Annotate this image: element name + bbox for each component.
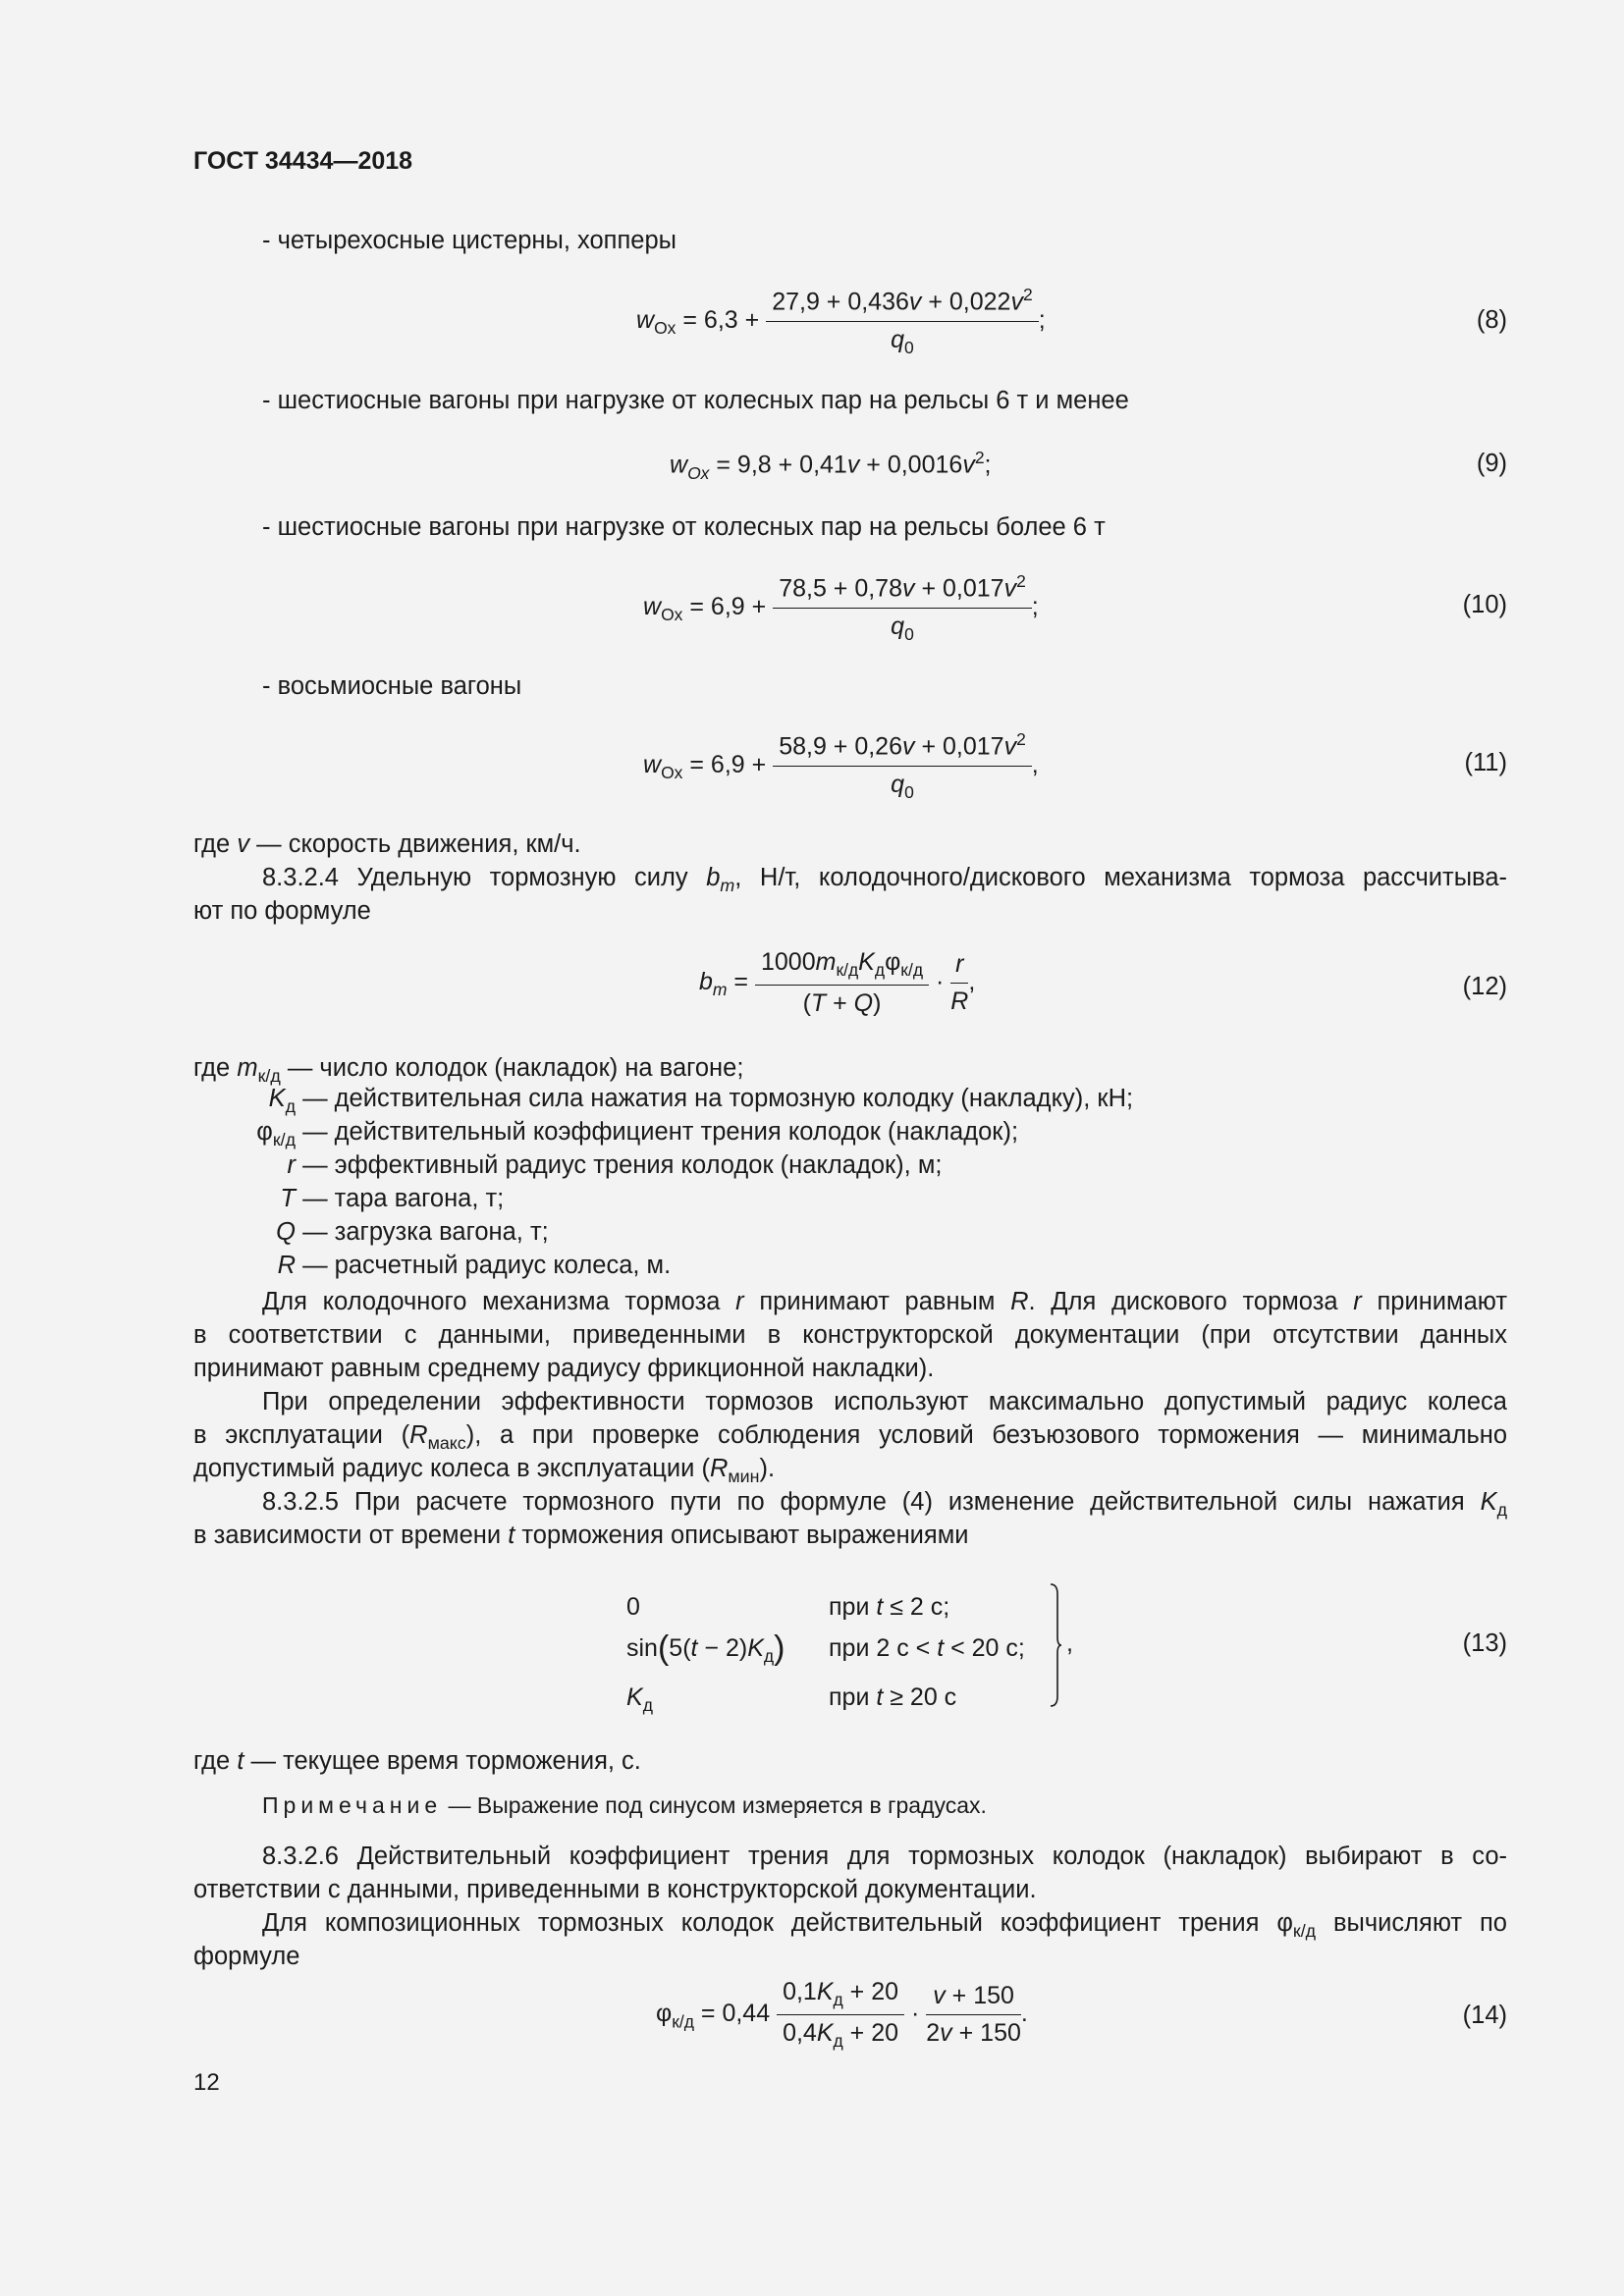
paragraph-line: в зависимости от времени t торможения описывают выражениями (193, 1522, 969, 1549)
page-number: 12 (193, 2069, 220, 2096)
where-item: $\varphi_{к/д}$ — действительный коэффициент трения колодок (накладок); (256, 1118, 1019, 1150)
equation-13: 0 при t ≤ 2 с; $\sin(5(t - 2)K_д)$ при 2 с < t < 20 с; $K_д$ при t ≥ 20 с (626, 1593, 1025, 1716)
clause-8-3-2-4-cont: ют по формуле (193, 897, 371, 925)
clause-8-3-2-6: 8.3.2.6 Действительный коэффициент трения для тормозных колодок (накладок) выбирают в со- (262, 1842, 1507, 1870)
equation-10: $w_{Ox} = 6,9$ + $\frac{78,5 + 0,78v + 0,017v^2}{q_0}$ ; (643, 571, 1039, 644)
equation-number-12: (12) (1462, 973, 1507, 1000)
where-item: R — расчетный радиус колеса, м. (277, 1252, 672, 1279)
equation-11: $w_{Ox} = 6,9$ + $\frac{58,9 + 0,26v + 0,017v^2}{q_0}$ , (643, 729, 1039, 802)
paragraph-line: При определении эффективности тормозов используют максимально допустимый радиус колеса (262, 1388, 1507, 1415)
where-item: $K_д$ — действительная сила нажатия на тормозную колодку (накладку), кН; (268, 1085, 1134, 1117)
equation-number-11: (11) (1464, 749, 1507, 776)
paragraph-line: в эксплуатации $(R_{макс})$, а при проверке соблюдения условий безъюзового торможения — минимально (193, 1421, 1507, 1454)
list-item-four-axle: - четырехосные цистерны, хопперы (262, 227, 677, 254)
equation-number-13: (13) (1462, 1629, 1507, 1657)
where-item: Q — загрузка вагона, т; (276, 1218, 549, 1246)
list-item-eight-axle: - восьмиосные вагоны (262, 672, 522, 700)
where-m: где $m_{к/д}$ — число колодок (накладок) на вагоне; (193, 1054, 744, 1087)
equation-number-10: (10) (1462, 591, 1507, 618)
equation-12: $b_m$ = $1000m_{к/д}K_д\varphi_{к/д}$ (T + Q) · $\frac{r}{R}$ , (699, 948, 976, 1018)
list-item-six-axle-high: - шестиосные вагоны при нагрузке от колесных пар на рельсы более 6 т (262, 513, 1106, 541)
paragraph-line: допустимый радиус колеса в эксплуатации $(R_{мин})$. (193, 1455, 776, 1487)
right-brace (1049, 1582, 1062, 1708)
document-header: ГОСТ 34434—2018 (193, 147, 413, 175)
where-item: r — эффективный радиус трения колодок (накладок), м; (287, 1151, 943, 1179)
paragraph-line: в соответствии с данными, приведенными в конструкторской документации (при отсутствии данных (193, 1321, 1507, 1349)
note (262, 1792, 987, 1819)
equation-8: $w_{Ox} = 6,3$ + $\frac{27,9 + 0,436v + 0,022v^2}{q_0}$ ; (636, 285, 1046, 357)
paragraph-line: ответствии с данными, приведенными в конструкторской документации. (193, 1876, 1037, 1903)
equation-14: $\varphi_{к/д} = 0,44$ $0,1K_д + 20$ $0,4K_д + 20$ · $\frac{v + 150}{2v + 150}$ . (656, 1978, 1028, 2052)
list-item-six-axle-low: - шестиосные вагоны при нагрузке от колесных пар на рельсы 6 т и менее (262, 387, 1129, 414)
note-text: — Выражение под синусом измеряется в градусах. (448, 1792, 987, 1818)
note-label: Примечание (262, 1792, 443, 1818)
clause-8-3-2-5: 8.3.2.5 При расчете тормозного пути по формуле (4) изменение действительной силы нажатия $K_д$ (262, 1488, 1507, 1521)
paragraph-line: принимают равным среднему радиусу фрикционной накладки). (193, 1355, 935, 1382)
paragraph-line: Для композиционных тормозных колодок действительный коэффициент трения $\varphi_{к/д}$ вычисляют по (262, 1909, 1507, 1942)
paragraph-line: Для колодочного механизма тормоза r принимают равным R. Для дискового тормоза r принимают (262, 1288, 1507, 1315)
equation-number-14: (14) (1462, 2002, 1507, 2029)
paragraph-line: формуле (193, 1943, 300, 1970)
where-item: T — тара вагона, т; (280, 1185, 505, 1212)
equation-number-8: (8) (1476, 306, 1507, 334)
where-t: где t — текущее время торможения, с. (193, 1747, 641, 1775)
equation-13-tail: , (1066, 1629, 1073, 1657)
where-speed: где v — скорость движения, км/ч. (193, 830, 581, 858)
equation-9: $w_{Ox} = 9,8 + 0,41v + 0,0016v^2$; (670, 448, 992, 483)
clause-8-3-2-4: 8.3.2.4 Удельную тормозную силу $b_m$, Н/т, колодочного/дискового механизма тормоза рассчитыва- (262, 864, 1507, 896)
equation-number-9: (9) (1476, 450, 1507, 477)
